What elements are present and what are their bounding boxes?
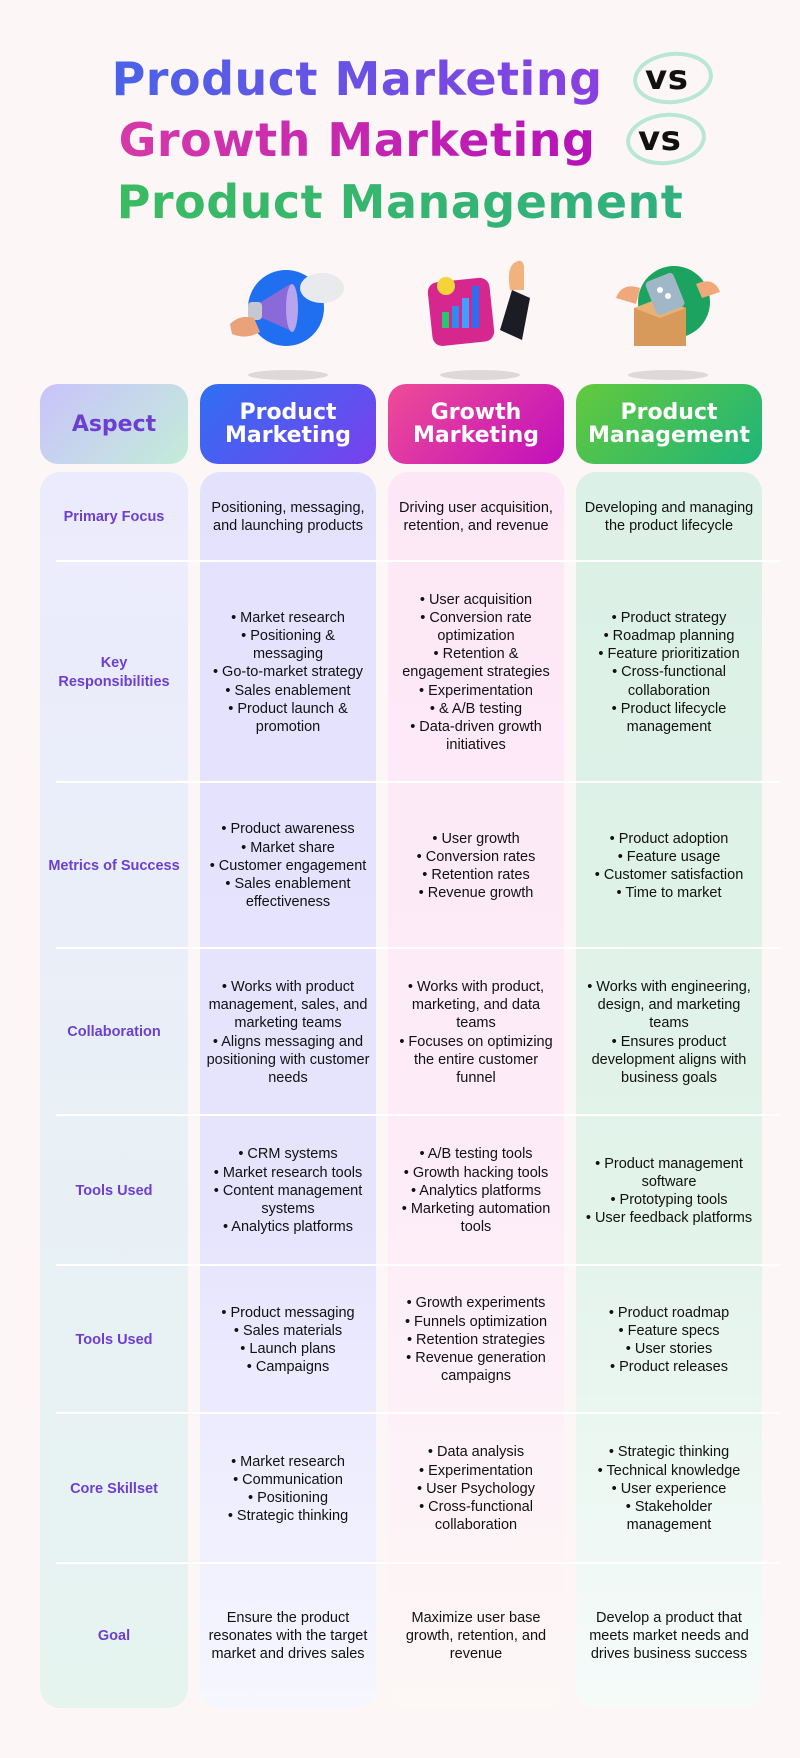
title-line-2 <box>0 113 800 167</box>
product-marketing-cell <box>200 1564 376 1708</box>
aspect-label-text: Tools Used <box>75 1331 153 1348</box>
aspect-label <box>40 1266 188 1414</box>
product-marketing-cell <box>200 949 376 1116</box>
product-marketing-cell-text: • Product messaging • Sales materials • Launch plans • Campaigns <box>221 1304 355 1376</box>
product-management-cell <box>576 1266 762 1414</box>
aspect-label-text: Primary Focus <box>63 508 165 525</box>
table-row <box>40 1116 753 1266</box>
product-management-cell-text: • Strategic thinking • Technical knowledge • User experience • Stakeholder management <box>597 1444 741 1534</box>
table-row <box>40 949 751 1116</box>
growth-marketing-cell-text: Driving user acquisition, retention, and revenue <box>399 499 553 534</box>
growth-marketing-cell-text: • Growth experiments • Funnels optimization • Retention strategies • Revenue generation campaigns <box>404 1295 548 1385</box>
product-management-cell-text: • Product strategy • Roadmap planning • Feature prioritization • Cross-functional collaboration • Product lifecycle management <box>598 609 740 735</box>
growth-marketing-cell <box>388 562 564 783</box>
growth-marketing-cell <box>388 1414 564 1564</box>
header-aspect: Aspect <box>40 384 188 464</box>
product-marketing-cell-text: Ensure the product resonates with the target market and drives sales <box>208 1609 368 1663</box>
growth-marketing-cell <box>388 1266 564 1414</box>
growth-marketing-cell-text: • A/B testing tools • Growth hacking tools • Analytics platforms • Marketing automation tools <box>401 1146 551 1236</box>
aspect-label <box>40 472 188 562</box>
table-row <box>40 1266 740 1414</box>
growth-marketing-cell-text: • Data analysis • Experimentation • User Psychology • Cross-functional collaboration <box>417 1444 535 1534</box>
aspect-label-text: Collaboration <box>67 1024 161 1041</box>
growth-marketing-cell-text: • Works with product, marketing, and data teams • Focuses on optimizing the entire customer funnel <box>399 978 553 1086</box>
product-management-cell <box>576 562 762 783</box>
product-management-cell-text: • Product management software • Prototyping tools • User feedback platforms <box>585 1155 753 1227</box>
growth-marketing-cell <box>388 1116 564 1266</box>
product-marketing-cell <box>200 783 376 949</box>
product-management-cell <box>576 1414 762 1564</box>
growth-marketing-cell <box>388 949 564 1116</box>
vs-badge: vs <box>645 58 689 98</box>
product-management-cell-text: • Product adoption • Feature usage • Customer satisfaction • Time to market <box>594 830 744 902</box>
megaphone-icon <box>228 240 348 380</box>
product-marketing-cell <box>200 1266 376 1414</box>
product-management-cell <box>576 1116 762 1266</box>
title-line-1 <box>0 52 800 106</box>
product-management-cell <box>576 1564 762 1708</box>
vs-badge: vs <box>637 119 682 159</box>
growth-chart-icon <box>420 240 540 380</box>
aspect-label <box>40 1564 188 1708</box>
aspect-label <box>40 1116 188 1266</box>
product-marketing-cell-text: • CRM systems • Market research tools • Content management systems • Analytics platforms <box>213 1146 363 1236</box>
table-row <box>40 1414 740 1564</box>
product-management-cell <box>576 783 762 949</box>
aspect-label-text: Core Skillset <box>70 1480 158 1497</box>
title-growth-marketing: Growth Marketing <box>118 113 596 167</box>
aspect-label-text: Key Responsibilities <box>58 655 170 690</box>
product-management-cell-text: • Product roadmap • Feature specs • User stories • Product releases <box>608 1304 730 1376</box>
product-management-cell-text: Develop a product that meets market needs and drives business success <box>589 1609 749 1663</box>
header-growth-marketing: Growth Marketing <box>388 384 564 464</box>
aspect-label <box>40 783 188 949</box>
product-marketing-cell <box>200 472 376 562</box>
growth-marketing-cell-text: • User growth • Conversion rates • Retention rates • Revenue growth <box>416 830 536 902</box>
growth-marketing-cell <box>388 1564 564 1708</box>
growth-marketing-cell <box>388 472 564 562</box>
growth-marketing-cell-text: • User acquisition • Conversion rate optimization • Retention & engagement strategies • Experimentation • & A/B testing • Data-driven growth initiatives <box>402 591 550 754</box>
table-row <box>40 783 744 949</box>
table-row <box>40 472 754 562</box>
product-marketing-cell-text: • Product awareness • Market share • Customer engagement • Sales enablement effectiveness <box>209 821 367 911</box>
title-product-marketing: Product Marketing <box>111 52 603 106</box>
growth-marketing-cell <box>388 783 564 949</box>
product-box-icon <box>608 240 728 380</box>
product-management-cell <box>576 472 762 562</box>
title-product-management: Product Management <box>116 175 684 229</box>
product-marketing-cell-text: • Market research • Positioning & messaging • Go-to-market strategy • Sales enablement • Product launch & promotion <box>212 609 364 735</box>
product-marketing-cell-text: Positioning, messaging, and launching products <box>211 499 365 534</box>
product-management-cell <box>576 949 762 1116</box>
aspect-label-text: Tools Used <box>75 1182 153 1199</box>
aspect-label <box>40 1414 188 1564</box>
product-marketing-cell-text: • Market research • Communication • Positioning • Strategic thinking <box>227 1453 349 1525</box>
aspect-label-text: Metrics of Success <box>48 857 180 874</box>
product-marketing-cell <box>200 562 376 783</box>
aspect-label-text: Goal <box>97 1627 131 1644</box>
title-line-3 <box>0 175 800 229</box>
aspect-label <box>40 562 188 783</box>
table-row <box>40 562 740 783</box>
table-row <box>40 1564 749 1708</box>
product-management-cell-text: Developing and managing the product lifecycle <box>584 499 754 534</box>
product-marketing-cell <box>200 1414 376 1564</box>
header-product-marketing: Product Marketing <box>200 384 376 464</box>
header-product-management: Product Management <box>576 384 762 464</box>
product-marketing-cell-text: • Works with product management, sales, and marketing teams • Aligns messaging and positioning with customer needs <box>206 978 370 1086</box>
product-management-cell-text: • Works with engineering, design, and marketing teams • Ensures product development aligns with business goals <box>587 978 751 1086</box>
growth-marketing-cell-text: Maximize user base growth, retention, and revenue <box>405 1609 547 1663</box>
product-marketing-cell <box>200 1116 376 1266</box>
aspect-label <box>40 949 188 1116</box>
